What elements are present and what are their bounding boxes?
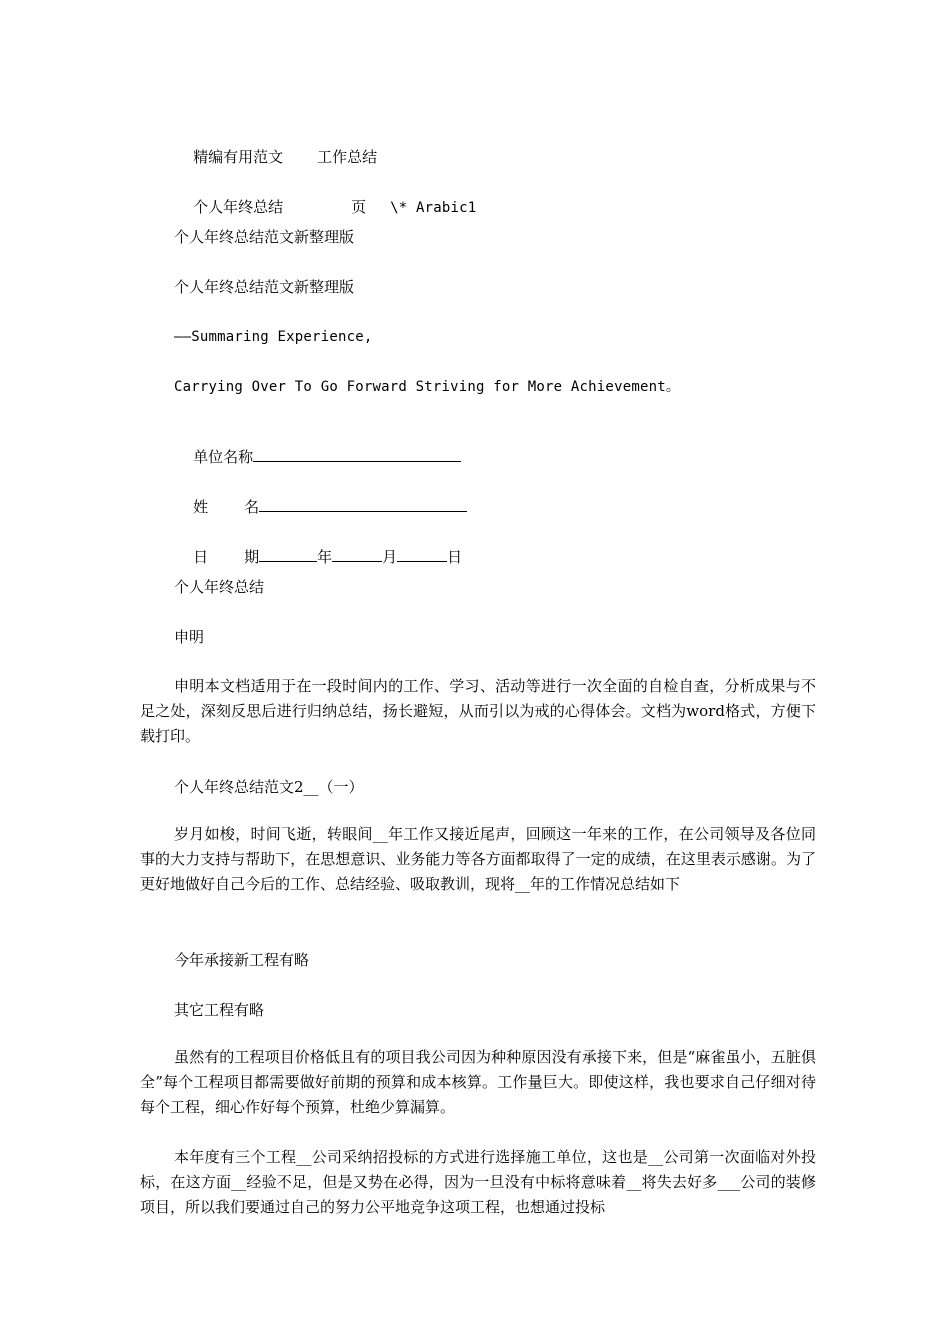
page-field-title: 个人年终总结 <box>193 198 284 216</box>
body-paragraph-2: 虽然有的工程项目价格低且有的项目我公司因为种种原因没有承接下来，但是“麻雀虽小，五脏俱全”每个工程项目都需要做好前期的预算和成本核算。工作量巨大。即使这样，我也要求自己仔细对待每个工程，细心作好每个预算，杜绝少算漏算。 <box>140 1048 816 1116</box>
cover-motto-1: ——Summaring Experience, <box>174 329 373 345</box>
statement-paragraph: 申明本文档适用于在一段时间内的工作、学习、活动等进行一次全面的自检自查，分析成果与不足之处，深刻反思后进行归纳总结，扬长避短，从而引以为戒的心得体会。文档为word格式，方便下载打印。 <box>140 677 816 745</box>
date-label-2: 期 <box>244 548 260 566</box>
name-label-1: 姓 <box>193 498 209 516</box>
year-blank <box>259 547 317 562</box>
date-label-1: 日 <box>193 548 209 566</box>
statement-title: 申明 <box>174 628 205 646</box>
month-blank <box>332 547 382 562</box>
name-blank <box>259 497 467 512</box>
sample-title: 个人年终总结范文2__（一） <box>174 778 364 796</box>
name-label-2: 名 <box>244 498 260 516</box>
month-label: 月 <box>382 548 398 566</box>
cover-motto-2: Carrying Over To Go Forward Striving for More Achievement。 <box>174 379 681 395</box>
header-left: 精编有用范文 <box>193 148 284 166</box>
body-paragraph-3: 本年度有三个工程__公司采纳招投标的方式进行选择施工单位，这也是__公司第一次面临对外投标，在这方面__经验不足，但是又势在必得，因为一旦没有中标将意味着__将失去好多___公司的装修项目，所以我们要通过自己的努力公平地竞争这项工程，也想通过投标 <box>140 1148 816 1216</box>
day-label: 日 <box>447 548 463 566</box>
heading-other-projects: 其它工程有略 <box>174 1001 265 1019</box>
year-label: 年 <box>317 548 333 566</box>
cover-title-2: 个人年终总结范文新整理版 <box>174 278 355 296</box>
body-paragraph-1: 岁月如梭，时间飞逝，转眼间__年工作又接近尾声，回顾这一年来的工作，在公司领导及各位同事的大力支持与帮助下，在思想意识、业务能力等各方面都取得了一定的成绩，在这里表示感谢。为了更好地做好自己今后的工作、总结经验、吸取教训，现将__年的工作情况总结如下 <box>140 825 816 893</box>
page-field-label: 页 <box>351 198 367 216</box>
section-title: 个人年终总结 <box>174 578 265 596</box>
day-blank <box>397 547 447 562</box>
header-right: 工作总结 <box>317 148 378 166</box>
heading-new-projects: 今年承接新工程有略 <box>174 951 310 969</box>
unit-name-blank <box>253 447 461 462</box>
cover-title-1: 个人年终总结范文新整理版 <box>174 228 355 246</box>
unit-name-label: 单位名称 <box>193 448 254 466</box>
page-field-code: \* Arabic1 <box>390 200 477 216</box>
